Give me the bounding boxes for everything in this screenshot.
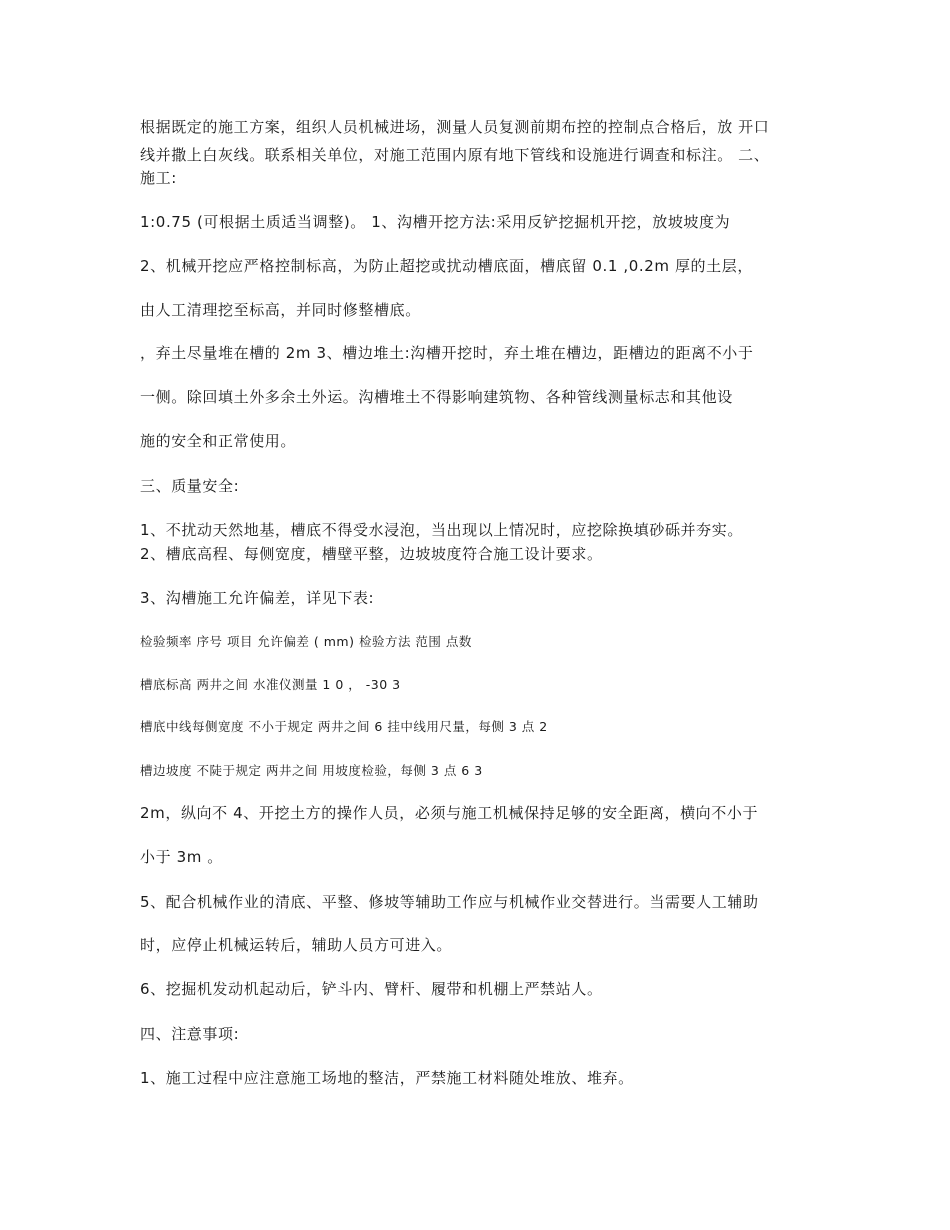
table-row: 槽底标高 两井之间 水准仪测量 1 0 ， -30 3 xyxy=(140,677,401,692)
paragraph-line: ，弃土尽量堆在槽的 2m 3、槽边堆土:沟槽开挖时，弃土堆在槽边，距槽边的距离不小于 xyxy=(140,344,754,362)
paragraph-line: 根据既定的施工方案，组织人员机械进场，测量人员复测前期布控的控制点合格后，放 开口 xyxy=(140,118,770,136)
paragraph-line: 施的安全和正常使用。 xyxy=(140,432,297,450)
paragraph-line: 6、挖掘机发动机起动后，铲斗内、臂杆、履带和机棚上严禁站人。 xyxy=(140,980,603,998)
section-heading: 四、注意事项: xyxy=(140,1025,240,1043)
paragraph-line: 时，应停止机械运转后，辅助人员方可进入。 xyxy=(140,936,453,954)
section-heading: 三、质量安全: xyxy=(140,477,240,495)
paragraph-line: 2m，纵向不 4、开挖土方的操作人员，必须与施工机械保持足够的安全距离，横向不小于 xyxy=(140,804,759,822)
paragraph-line: 小于 3m 。 xyxy=(140,848,223,866)
table-row: 槽底中线每侧宽度 不小于规定 两井之间 6 挂中线用尺量，每侧 3 点 2 xyxy=(140,719,548,734)
paragraph-line: 1、不扰动天然地基，槽底不得受水浸泡，当出现以上情况时，应挖除换填砂砾并夯实。 xyxy=(140,521,743,539)
paragraph-line: 1:0.75 (可根据土质适当调整)。 1、沟槽开挖方法:采用反铲挖掘机开挖，放坡坡度为 xyxy=(140,213,731,231)
paragraph-line: 5、配合机械作业的清底、平整、修坡等辅助工作应与机械作业交替进行。当需要人工辅助 xyxy=(140,893,759,911)
table-row: 槽边坡度 不陡于规定 两井之间 用坡度检验，每侧 3 点 6 3 xyxy=(140,763,483,778)
table-header-row: 检验频率 序号 项目 允许偏差 ( mm) 检验方法 范围 点数 xyxy=(140,634,472,649)
paragraph-line: 线并撒上白灰线。联系相关单位，对施工范围内原有地下管线和设施进行调查和标注。 二、 xyxy=(140,146,770,164)
paragraph-line: 1、施工过程中应注意施工场地的整洁，严禁施工材料随处堆放、堆弃。 xyxy=(140,1069,634,1087)
paragraph-line: 由人工清理挖至标高，并同时修整槽底。 xyxy=(140,301,421,319)
paragraph-line: 施工: xyxy=(140,169,177,187)
paragraph-line: 2、机械开挖应严格控制标高，为防止超挖或扰动槽底面，槽底留 0.1 ,0.2m 厚的土层， xyxy=(140,257,753,275)
paragraph-line: 一侧。除回填土外多余土外运。沟槽堆土不得影响建筑物、各种管线测量标志和其他设 xyxy=(140,388,733,406)
paragraph-line: 2、槽底高程、每侧宽度，槽壁平整，边坡坡度符合施工设计要求。 xyxy=(140,545,603,563)
paragraph-line: 3、沟槽施工允许偏差，详见下表: xyxy=(140,589,375,607)
